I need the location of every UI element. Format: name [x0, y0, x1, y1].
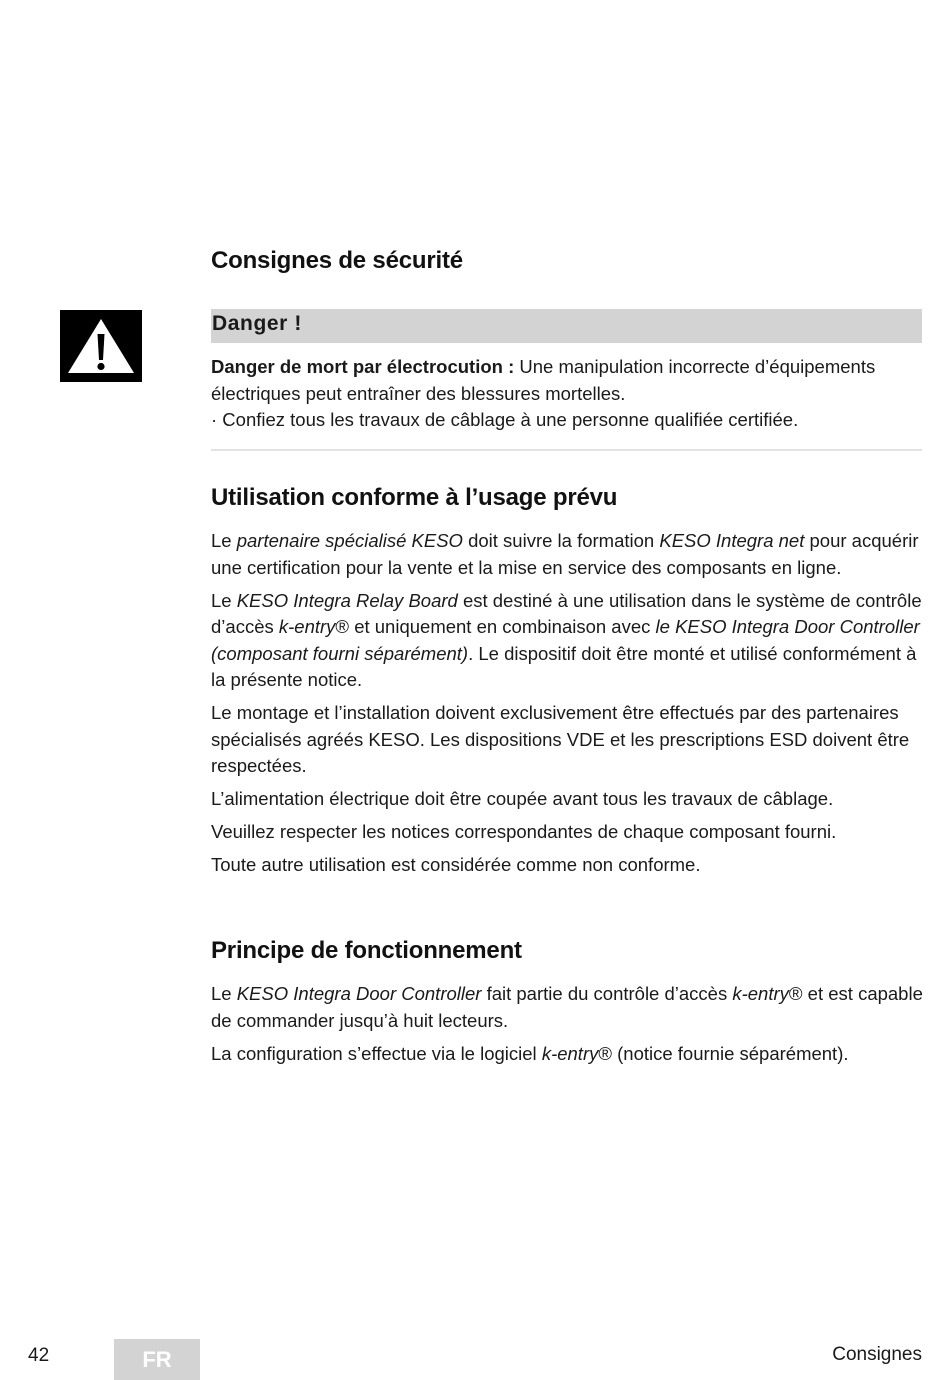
text-italic: k-entry	[541, 1042, 599, 1064]
text: ® et est capable de commander jusqu’à huit lecteurs.	[211, 983, 923, 1031]
paragraph: Veuillez respecter les notices correspondantes de chaque composant fourni.	[211, 821, 837, 842]
text-italic: le KESO Integra Door Controller (composant fourni séparément)	[211, 616, 920, 664]
text: Le	[211, 983, 237, 1004]
paragraph	[211, 528, 923, 581]
text-italic: k-entry	[278, 616, 336, 637]
danger-paragraph	[211, 354, 923, 407]
danger-banner	[211, 309, 922, 343]
operating-principle-body	[211, 981, 923, 1074]
danger-message	[211, 354, 923, 434]
paragraph	[211, 1041, 923, 1068]
text-italic: partenaire spécialisé KESO	[236, 530, 463, 551]
danger-label: Danger !	[212, 312, 302, 335]
paragraph	[211, 981, 923, 1034]
text: pour acquérir une certification pour la vente et la mise en service des composants en ligne.	[211, 530, 919, 578]
page-number: 42	[28, 1345, 50, 1366]
text: ® et uniquement en combinaison avec	[335, 616, 656, 637]
intended-use-body	[211, 528, 923, 885]
text: La configuration s’effectue via le logiciel	[211, 1042, 542, 1064]
section-divider	[211, 449, 922, 451]
paragraph	[211, 588, 923, 694]
language-tab: FR	[114, 1339, 200, 1380]
text: doit suivre la formation	[462, 530, 660, 551]
text: Le	[211, 530, 237, 551]
paragraph: Toute autre utilisation est considérée comme non conforme.	[211, 854, 701, 875]
warning-triangle-icon	[60, 310, 142, 382]
paragraph: Le montage et l’installation doivent exclusivement être effectués par des partenaires spécialisés agréés KESO. Les dispositions VDE et les prescriptions ESD doivent être respectées.	[211, 702, 910, 776]
footer-section-name: Consignes	[832, 1344, 922, 1365]
text-italic: KESO Integra Relay Board	[236, 589, 458, 611]
section-title-safety: Consignes de sécurité	[211, 247, 463, 274]
danger-bold-lead: Danger de mort par électrocution :	[211, 356, 515, 377]
text: fait partie du contrôle d’accès	[481, 983, 733, 1004]
section-title-operating-principle: Principe de fonctionnement	[211, 937, 522, 964]
paragraph: L’alimentation électrique doit être coupée avant tous les travaux de câblage.	[211, 788, 834, 809]
text: est destiné à une utilisation dans le système de contrôle d’accès	[211, 589, 922, 637]
text-italic: KESO Integra Door Controller	[236, 983, 482, 1004]
section-title-intended-use: Utilisation conforme à l’usage prévu	[211, 484, 618, 511]
text: . Le dispositif doit être monté et utilisé conformément à la présente notice.	[211, 642, 917, 690]
danger-bullet: · Confiez tous les travaux de câblage à une personne qualifiée certifiée.	[211, 409, 799, 430]
text: ® (notice fournie séparément).	[598, 1042, 849, 1064]
text: Le	[211, 589, 237, 611]
danger-description: Une manipulation incorrecte d’équipements électriques peut entraîner des blessures mortelles.	[211, 356, 876, 404]
text-italic: k-entry	[732, 983, 789, 1004]
text-italic: KESO Integra net	[659, 530, 805, 551]
